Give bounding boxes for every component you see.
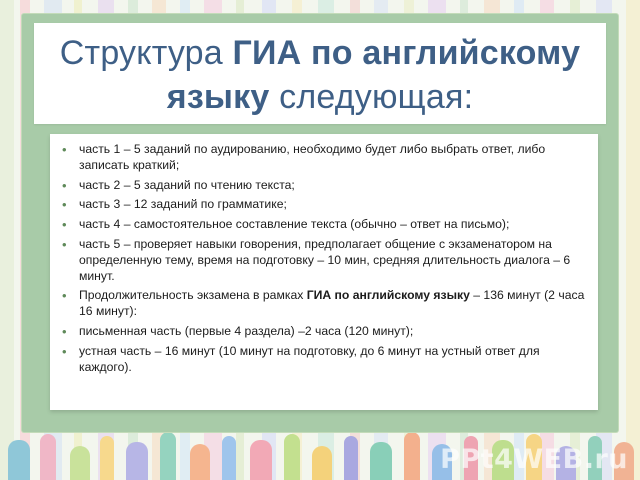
- watermark: PPt4WEB.ru: [440, 444, 628, 475]
- list-item: • часть 2 – 5 заданий по чтению текста;: [58, 178, 590, 194]
- list-item-duration: [58, 288, 590, 320]
- list-item: • устная часть – 16 минут (10 минут на подготовку, до 6 минут на устный ответ для каждого).: [58, 344, 590, 376]
- title-text-part2: следующая:: [269, 78, 474, 116]
- list-item: • письменная часть (первые 4 раздела) –2 часа (120 минут);: [58, 324, 590, 340]
- slide-title: [34, 31, 606, 119]
- duration-text-bold: ГИА по английскому языку: [306, 288, 470, 303]
- duration-text-before: Продолжительность экзамена в рамках: [79, 288, 307, 303]
- list-item: • часть 1 – 5 заданий по аудированию, необходимо будет либо выбрать ответ, либо записать краткий;: [58, 142, 590, 174]
- list-item: • часть 4 – самостоятельное составление текста (обычно – ответ на письмо);: [58, 217, 590, 233]
- list-item: • часть 3 – 12 заданий по грамматике;: [58, 197, 590, 213]
- title-text-part1: Структура: [59, 34, 233, 72]
- duration-text-after: – 136 минут (2 часа 16 минут):: [79, 288, 585, 319]
- list-item: • часть 5 – проверяет навыки говорения, предполагает общение с экзаменатором на определенную тему, время на подготовку – 10 мин, средняя длительность диалога – 6 минут.: [58, 237, 590, 284]
- bullet-list: [58, 142, 590, 379]
- title-text-bold1: ГИА по английскому: [232, 34, 581, 72]
- title-panel: [34, 23, 606, 124]
- title-text-bold2: языку: [166, 78, 270, 116]
- content-panel: [50, 134, 598, 410]
